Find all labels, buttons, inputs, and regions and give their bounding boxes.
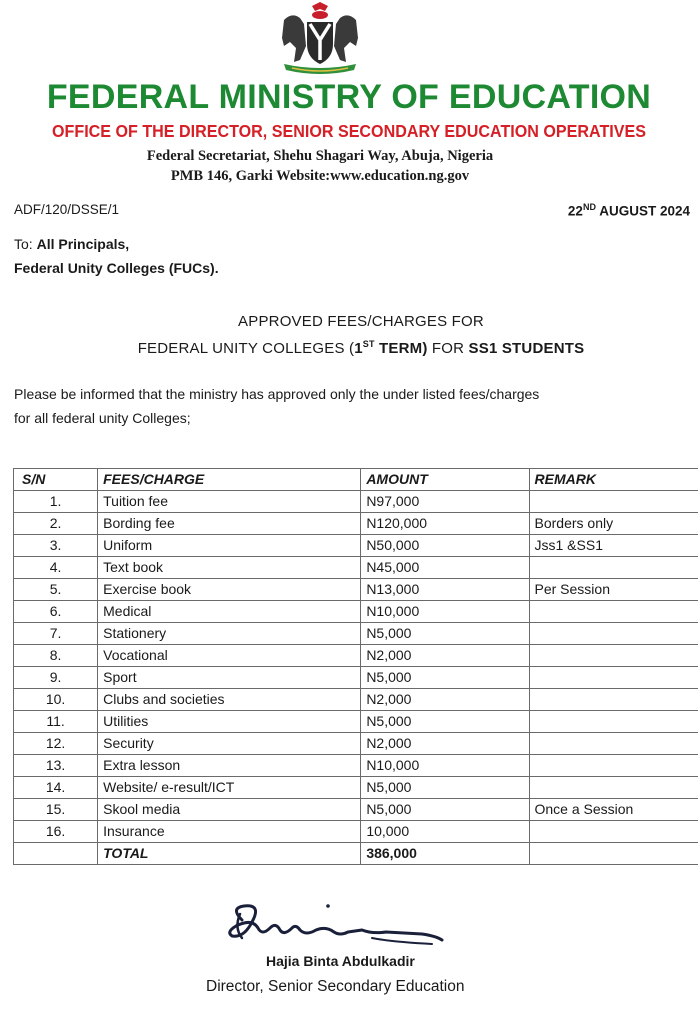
cell-sn: 14.: [14, 777, 98, 799]
total-label: TOTAL: [98, 843, 361, 865]
cell-fee: Security: [98, 733, 361, 755]
cell-fee: Website/ e-result/ICT: [98, 777, 361, 799]
cell-sn: 5.: [14, 579, 98, 601]
cell-amount: N5,000: [361, 777, 529, 799]
total-amount: 386,000: [361, 843, 529, 865]
total-sn: [14, 843, 98, 865]
table-row: [14, 491, 698, 513]
signatory-title: Director, Senior Secondary Education: [206, 978, 465, 995]
cell-fee: Sport: [98, 667, 361, 689]
coat-of-arms-icon: [270, 2, 370, 78]
cell-amount: N13,000: [361, 579, 529, 601]
fees-table: [13, 468, 698, 865]
cell-sn: 6.: [14, 601, 98, 623]
subject-line-1: APPROVED FEES/CHARGES FOR: [238, 313, 484, 330]
cell-remark: [529, 667, 698, 689]
fees-table-body: [14, 491, 698, 843]
cell-sn: 16.: [14, 821, 98, 843]
table-row: [14, 689, 698, 711]
cell-sn: 3.: [14, 535, 98, 557]
cell-sn: 13.: [14, 755, 98, 777]
cell-remark: [529, 557, 698, 579]
cell-remark: [529, 623, 698, 645]
table-row: [14, 777, 698, 799]
cell-fee: Clubs and societies: [98, 689, 361, 711]
cell-fee: Uniform: [98, 535, 361, 557]
recipient-line-2: Federal Unity Colleges (FUCs).: [14, 260, 219, 276]
table-row: [14, 623, 698, 645]
cell-sn: 8.: [14, 645, 98, 667]
table-row: [14, 601, 698, 623]
cell-amount: N97,000: [361, 491, 529, 513]
cell-sn: 4.: [14, 557, 98, 579]
cell-amount: N5,000: [361, 667, 529, 689]
intro-line-1: Please be informed that the ministry has approved only the under listed fees/charges: [14, 386, 540, 402]
cell-fee: Insurance: [98, 821, 361, 843]
signatory-name: Hajia Binta Abdulkadir: [266, 953, 415, 969]
cell-amount: N120,000: [361, 513, 529, 535]
cell-amount: N2,000: [361, 645, 529, 667]
cell-remark: [529, 689, 698, 711]
cell-sn: 10.: [14, 689, 98, 711]
header-fee: FEES/CHARGE: [98, 469, 361, 491]
cell-fee: Tuition fee: [98, 491, 361, 513]
cell-remark: [529, 601, 698, 623]
cell-amount: N45,000: [361, 557, 529, 579]
cell-sn: 11.: [14, 711, 98, 733]
cell-remark: [529, 645, 698, 667]
office-title: OFFICE OF THE DIRECTOR, SENIOR SECONDARY EDUCATION OPERATIVES: [52, 121, 646, 141]
cell-remark: [529, 711, 698, 733]
cell-remark: Borders only: [529, 513, 698, 535]
cell-remark: [529, 733, 698, 755]
cell-amount: N2,000: [361, 733, 529, 755]
table-row: [14, 821, 698, 843]
intro-line-2: for all federal unity Colleges;: [14, 410, 191, 426]
table-row: [14, 513, 698, 535]
recipient-line-1: To: All Principals,: [14, 236, 130, 252]
cell-amount: N10,000: [361, 601, 529, 623]
table-row: [14, 733, 698, 755]
cell-amount: 10,000: [361, 821, 529, 843]
table-row: [14, 645, 698, 667]
header-remark: REMARK: [529, 469, 698, 491]
table-row: [14, 579, 698, 601]
cell-remark: Once a Session: [529, 799, 698, 821]
cell-fee: Medical: [98, 601, 361, 623]
cell-sn: 7.: [14, 623, 98, 645]
cell-sn: 1.: [14, 491, 98, 513]
cell-remark: Jss1 &SS1: [529, 535, 698, 557]
cell-remark: [529, 777, 698, 799]
cell-remark: Per Session: [529, 579, 698, 601]
table-row: [14, 535, 698, 557]
table-row: [14, 667, 698, 689]
total-remark: [529, 843, 698, 865]
cell-amount: N5,000: [361, 711, 529, 733]
cell-amount: N10,000: [361, 755, 529, 777]
letter-date: 22ND AUGUST 2024: [567, 202, 690, 219]
cell-fee: Extra lesson: [98, 755, 361, 777]
cell-fee: Vocational: [98, 645, 361, 667]
cell-remark: [529, 491, 698, 513]
cell-remark: [529, 755, 698, 777]
handwritten-signature-icon: [222, 898, 454, 958]
cell-sn: 2.: [14, 513, 98, 535]
cell-sn: 15.: [14, 799, 98, 821]
cell-fee: Stationery: [98, 623, 361, 645]
address-line-2: PMB 146, Garki Website:www.education.ng.gov: [170, 168, 470, 184]
table-header-row: [14, 469, 698, 491]
subject-line-2: FEDERAL UNITY COLLEGES (1ST TERM) FOR SS1 STUDENTS: [137, 339, 585, 357]
total-row: [14, 843, 698, 865]
cell-sn: 12.: [14, 733, 98, 755]
cell-fee: Skool media: [98, 799, 361, 821]
table-row: [14, 799, 698, 821]
header-amount: AMOUNT: [361, 469, 529, 491]
cell-fee: Utilities: [98, 711, 361, 733]
reference-number: ADF/120/DSSE/1: [14, 202, 120, 217]
cell-remark: [529, 821, 698, 843]
header-sn: S/N: [14, 469, 98, 491]
cell-amount: N2,000: [361, 689, 529, 711]
cell-amount: N5,000: [361, 799, 529, 821]
ministry-name: FEDERAL MINISTRY OF EDUCATION: [46, 78, 652, 116]
table-row: [14, 755, 698, 777]
cell-fee: Bording fee: [98, 513, 361, 535]
table-row: [14, 711, 698, 733]
address-line-1: Federal Secretariat, Shehu Shagari Way, Abuja, Nigeria: [146, 148, 494, 164]
cell-fee: Text book: [98, 557, 361, 579]
cell-sn: 9.: [14, 667, 98, 689]
cell-fee: Exercise book: [98, 579, 361, 601]
cell-amount: N50,000: [361, 535, 529, 557]
cell-amount: N5,000: [361, 623, 529, 645]
table-row: [14, 557, 698, 579]
